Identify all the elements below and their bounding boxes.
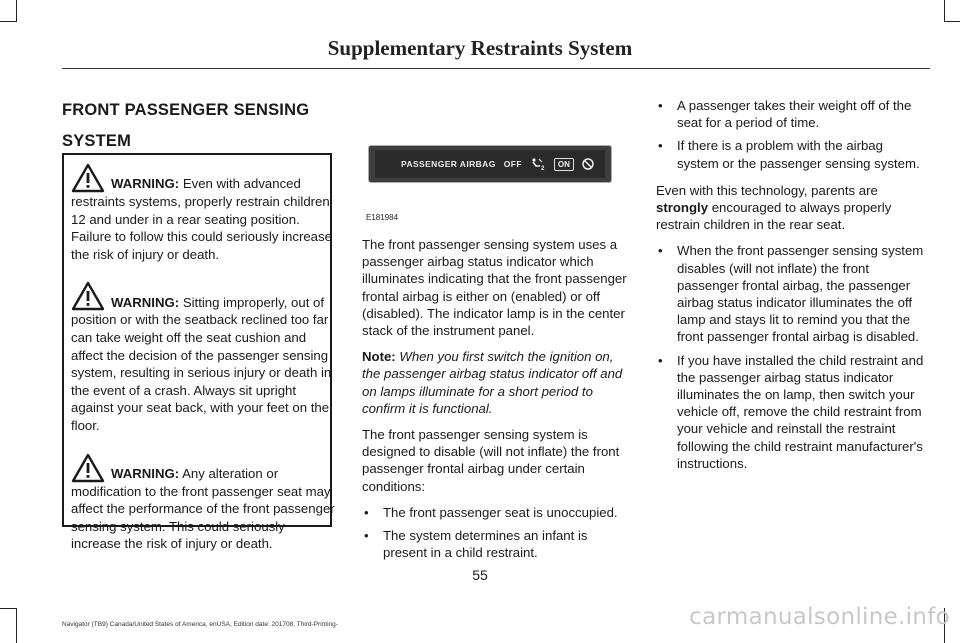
note-label: Note:	[362, 349, 396, 365]
middle-column	[362, 236, 632, 571]
panel-on-label: ON	[554, 158, 574, 171]
crop-mark	[944, 0, 945, 22]
paragraph	[656, 182, 926, 234]
left-column	[62, 98, 334, 154]
warning-text-first: Sitting improperly, out of	[182, 294, 325, 310]
warning-text-first: Even with advanced	[182, 176, 301, 192]
page-number: 55	[472, 567, 488, 583]
section-title-line1: FRONT PASSENGER SENSING	[62, 101, 310, 119]
paragraph: The front passenger sensing system uses a passenger airbag status indicator which illuminates indicating that the front passenger frontal airbag is either on (enabled) or off (disabled). The indicator lamp is in the center stack of the instrument panel.	[362, 237, 627, 339]
list-item: • When the front passenger sensing system disables (will not inflate) the front passenger frontal airbag, the passenger airbag status indicator illuminates the off lamp and stays lit to remind you that the front passenger frontal airbag is disabled.	[656, 242, 926, 345]
warning-1	[71, 163, 338, 263]
warning-3	[71, 453, 338, 553]
warning-box	[62, 153, 335, 552]
right-column	[656, 97, 926, 482]
svg-text:2: 2	[540, 166, 545, 171]
note	[362, 348, 632, 417]
bullet-list	[656, 97, 926, 172]
crop-mark	[16, 608, 17, 643]
list-item: • A passenger takes their weight off of the seat for a period of time.	[656, 97, 926, 131]
note-text: When you first switch the ignition on, the passenger airbag status indicator off and on lamps illuminate for a short period to confirm it is functional.	[362, 349, 623, 416]
prohibited-icon	[582, 158, 594, 170]
warning-2	[71, 281, 338, 434]
footer-text: Navigator (TB9) Canada/United States of America, enUSA, Edition date: 201708, Third-Printing-	[62, 621, 338, 628]
crop-mark	[0, 608, 16, 609]
list-item: • If you have installed the child restraint and the passenger airbag status indicator illuminates the on lamp, then switch your vehicle off, remove the child restraint from your vehicle and reinstall the restraint following the child restraint manufacturer's instructions.	[656, 352, 926, 472]
section-title-line2: SYSTEM	[62, 132, 132, 150]
passenger-airbag-icon	[530, 157, 546, 171]
warning-triangle-icon	[71, 453, 105, 483]
crop-mark	[945, 21, 960, 22]
list-item: • If there is a problem with the airbag system or the passenger sensing system.	[656, 137, 926, 171]
warning-text: position or with the seatback reclined too far can take weight off the seat cushion and affect the decision of the passenger sensing system, resulting in serious injury or death in the event of a crash. Always sit upright against your seat back, with your feet on the floor.	[71, 312, 332, 433]
panel-label: PASSENGER AIRBAG	[401, 159, 496, 169]
figure-id: E181984	[366, 213, 399, 222]
paragraph: The front passenger sensing system is designed to disable (will not inflate) the front passenger frontal airbag under certain conditions:	[362, 427, 620, 494]
header-rule	[62, 68, 930, 69]
warning-label: WARNING:	[111, 465, 180, 481]
panel-off-label: OFF	[503, 159, 522, 169]
warning-label: WARNING:	[111, 176, 180, 192]
crop-mark	[16, 0, 17, 22]
paragraph-text: Even with this technology, parents are	[656, 182, 878, 198]
paragraph-text: encouraged to always properly restrain children in the rear seat.	[656, 200, 892, 233]
list-item: • The system determines an infant is present in a child restraint.	[362, 527, 632, 561]
warning-triangle-icon	[71, 281, 105, 311]
warning-text: modification to the front passenger seat may affect the performance of the front passenger sensing system. This could seriously increase the risk of injury or death.	[71, 483, 335, 552]
bullet-list	[656, 242, 926, 472]
warning-text-first: Any alteration or	[182, 465, 279, 481]
warning-text: restraints systems, properly restrain children 12 and under in a rear seating position. Failure to follow this could seriously increase the risk of injury or death.	[71, 194, 332, 262]
warning-triangle-icon	[71, 163, 105, 193]
watermark: carmanualsonline.info	[689, 604, 950, 630]
bullet-list	[362, 504, 632, 562]
crop-mark	[0, 21, 16, 22]
warning-label: WARNING:	[111, 294, 180, 310]
emphasis: strongly	[656, 200, 709, 216]
airbag-indicator-figure	[368, 145, 612, 183]
page-header-title: Supplementary Restraints System	[327, 36, 633, 60]
list-item: • The front passenger seat is unoccupied.	[362, 504, 632, 521]
